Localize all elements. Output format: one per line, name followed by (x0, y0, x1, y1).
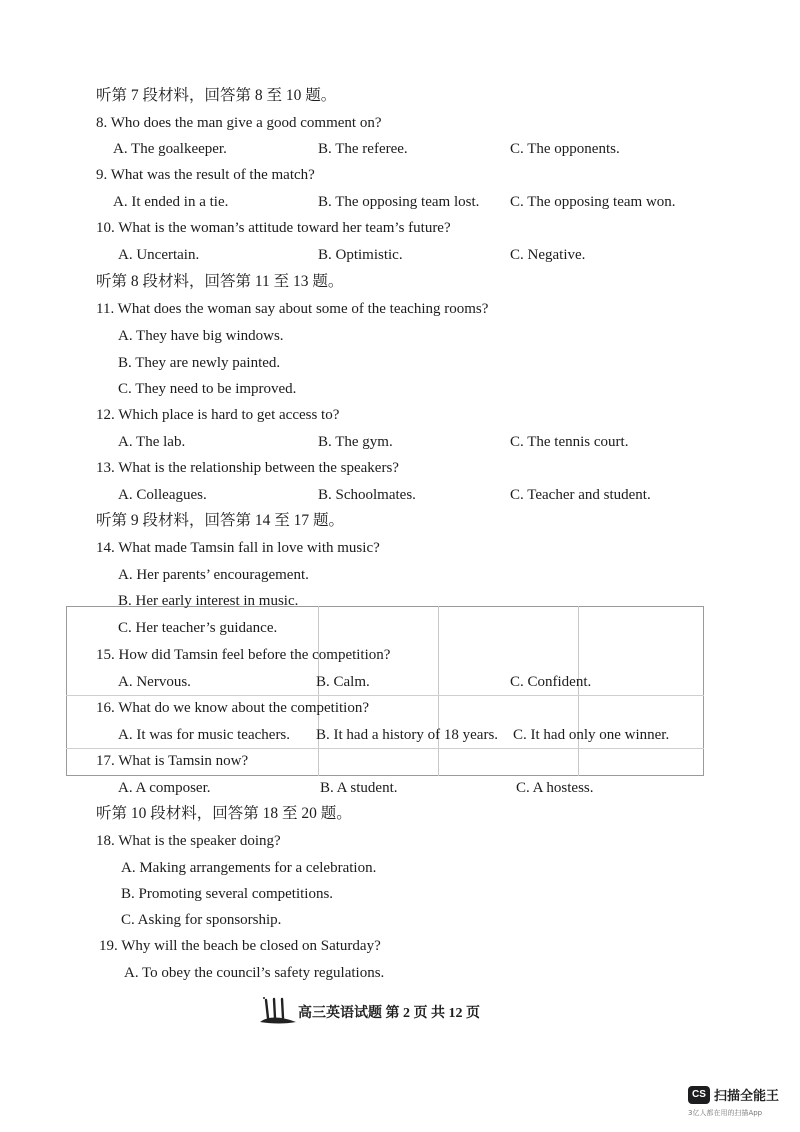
question-15-stem: 15. How did Tamsin feel before the competition? (96, 647, 391, 663)
question-options (0, 670, 800, 694)
option-c: C. Asking for sponsorship. (121, 912, 282, 928)
option-b: B. The referee. (318, 141, 408, 157)
option-c: C. Her teacher’s guidance. (118, 620, 278, 636)
question-stem (0, 456, 800, 480)
footer-text: 高三英语试题 第 2 页 共 12 页 (298, 1006, 480, 1021)
option-a: A. Her parents’ encouragement. (118, 567, 309, 583)
question-9-stem: 9. What was the result of the match? (96, 167, 315, 183)
option-a: A. They have big windows. (118, 328, 284, 344)
option-b: B. It had a history of 18 years. (316, 727, 499, 743)
option-a: A. Uncertain. (118, 247, 200, 263)
option-b: B. Promoting several competitions. (121, 886, 334, 902)
question-stem (0, 749, 800, 773)
question-stem (0, 643, 800, 667)
question-option (0, 589, 800, 613)
question-16-stem: 16. What do we know about the competition? (96, 700, 369, 716)
option-b: B. The opposing team lost. (318, 194, 480, 210)
question-stem (0, 163, 800, 187)
question-option (0, 908, 800, 932)
question-option (0, 882, 800, 906)
section-heading (0, 84, 800, 108)
option-b: B. The gym. (318, 434, 393, 450)
option-a: A. The lab. (118, 434, 186, 450)
option-c: C. Negative. (510, 247, 586, 263)
question-option (0, 377, 800, 401)
section-heading-text: 听第 9 段材料，回答第 14 至 17 题。 (96, 512, 345, 529)
question-options (0, 776, 800, 800)
option-a: A. Nervous. (118, 674, 191, 690)
question-19-stem: 19. Why will the beach be closed on Saturday? (99, 938, 381, 954)
page-footer (0, 1000, 800, 1028)
question-options (0, 190, 800, 214)
option-b: B. They are newly painted. (118, 355, 281, 371)
question-13-stem: 13. What is the relationship between the speakers? (96, 460, 399, 476)
option-a: A. A composer. (118, 780, 211, 796)
question-11-stem: 11. What does the woman say about some of the teaching rooms? (96, 301, 489, 317)
option-c: C. The tennis court. (510, 434, 629, 450)
section-heading-text: 听第 7 段材料，回答第 8 至 10 题。 (96, 87, 337, 104)
question-stem (0, 216, 800, 240)
section-heading-text: 听第 10 段材料，回答第 18 至 20 题。 (96, 805, 352, 822)
option-a: A. It ended in a tie. (113, 194, 229, 210)
option-b: B. Schoolmates. (318, 487, 416, 503)
option-c: C. The opposing team won. (510, 194, 676, 210)
question-stem (0, 829, 800, 853)
question-stem (0, 111, 800, 135)
option-a: A. To obey the council’s safety regulations. (124, 965, 385, 981)
question-18-stem: 18. What is the speaker doing? (96, 833, 281, 849)
question-options (0, 137, 800, 161)
question-10-stem: 10. What is the woman’s attitude toward her team’s future? (96, 220, 451, 236)
question-options (0, 430, 800, 454)
question-stem (0, 696, 800, 720)
question-option (0, 856, 800, 880)
option-a: A. Colleagues. (118, 487, 207, 503)
question-stem (0, 297, 800, 321)
section-heading (0, 270, 800, 294)
question-option (0, 324, 800, 348)
section-heading (0, 509, 800, 533)
option-c: C. A hostess. (516, 780, 594, 796)
section-heading-text: 听第 8 段材料，回答第 11 至 13 题。 (96, 273, 344, 290)
question-12-stem: 12. Which place is hard to get access to? (96, 407, 340, 423)
question-option (0, 616, 800, 640)
option-b: B. Her early interest in music. (118, 593, 299, 609)
option-b: B. Optimistic. (318, 247, 403, 263)
question-8-stem: 8. Who does the man give a good comment on? (96, 115, 382, 131)
option-a: A. Making arrangements for a celebration. (121, 860, 377, 876)
question-stem (0, 536, 800, 560)
option-a: A. The goalkeeper. (113, 141, 227, 157)
question-options (0, 483, 800, 507)
question-options (0, 723, 800, 747)
question-stem (0, 934, 800, 958)
camscanner-logo-icon: CS (688, 1086, 710, 1104)
option-c: C. Teacher and student. (510, 487, 651, 503)
option-b: B. A student. (320, 780, 398, 796)
question-17-stem: 17. What is Tamsin now? (96, 753, 249, 769)
option-a: A. It was for music teachers. (118, 727, 291, 743)
question-option (0, 351, 800, 375)
question-option (0, 563, 800, 587)
question-option (0, 961, 800, 985)
section-heading (0, 802, 800, 826)
watermark-slogan: 3亿人都在用的扫描App (688, 1109, 763, 1117)
watermark-brand: 扫描全能王 (714, 1089, 780, 1104)
option-c: C. The opponents. (510, 141, 620, 157)
option-c: C. It had only one winner. (513, 727, 670, 743)
question-options (0, 243, 800, 267)
option-c: C. Confident. (510, 674, 592, 690)
question-stem (0, 403, 800, 427)
option-c: C. They need to be improved. (118, 381, 297, 397)
question-14-stem: 14. What made Tamsin fall in love with music? (96, 540, 380, 556)
option-b: B. Calm. (316, 674, 370, 690)
